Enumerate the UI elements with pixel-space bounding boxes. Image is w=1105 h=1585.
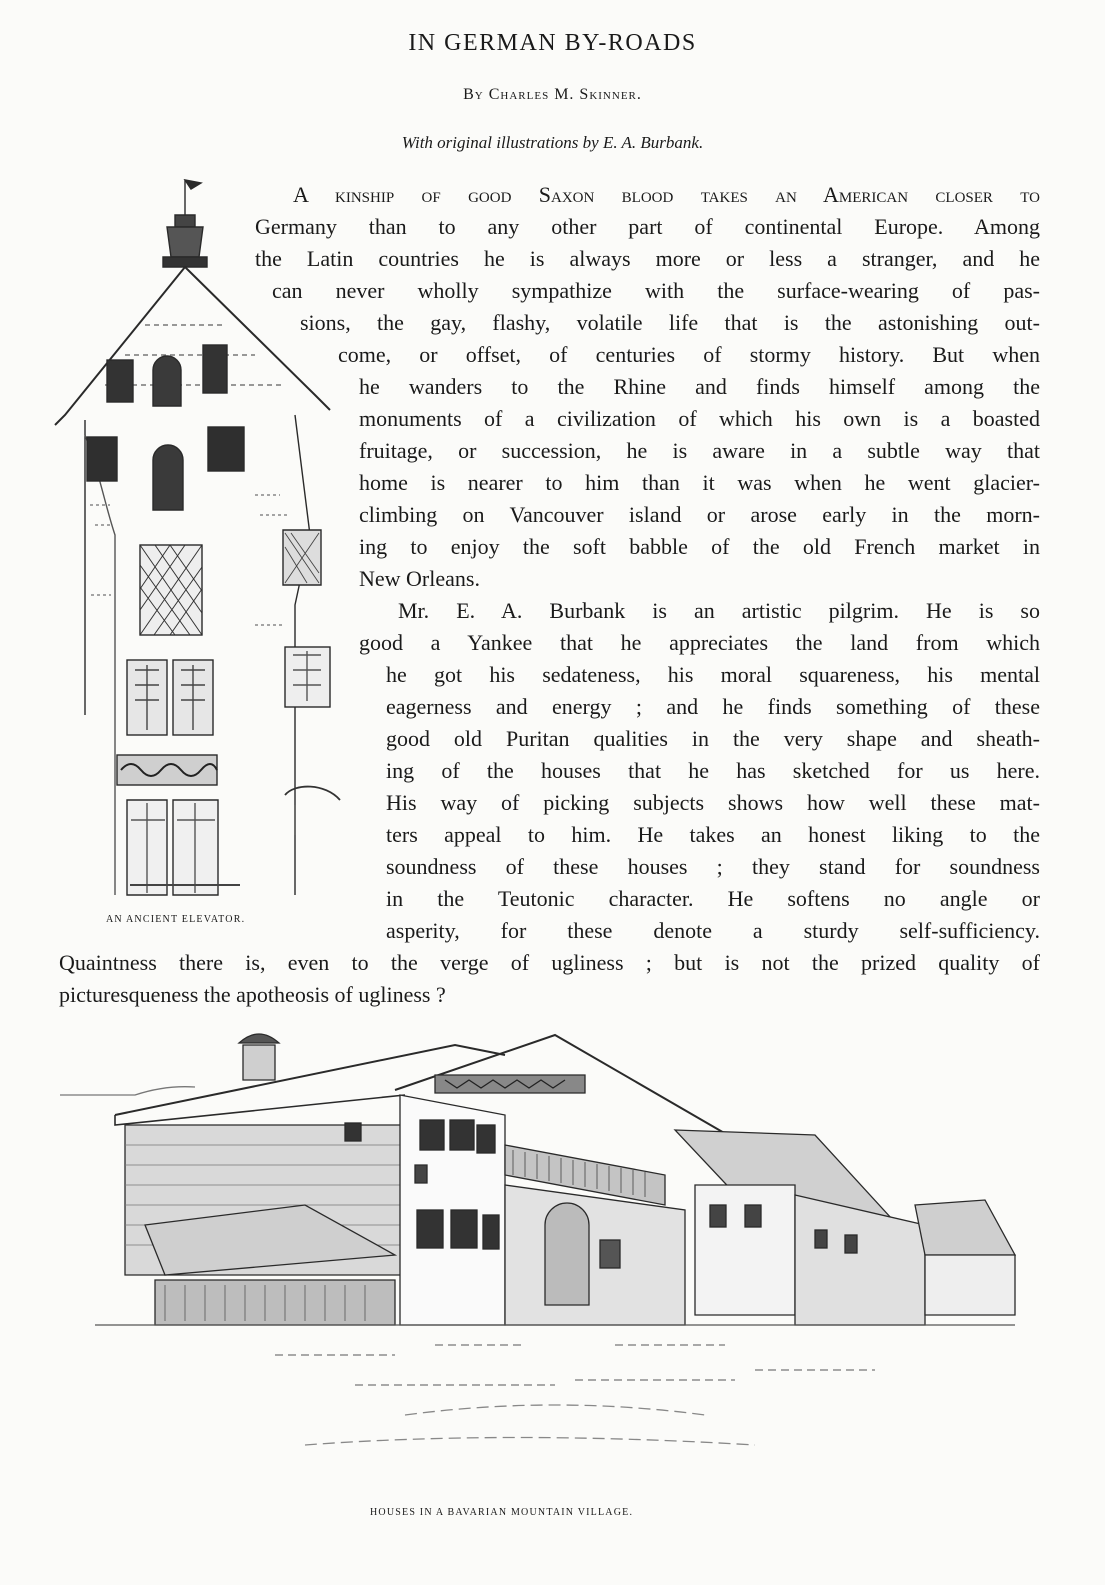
elevator-caption: AN ANCIENT ELEVATOR. [106,914,246,925]
body-line: he wanders to the Rhine and finds himself among the [359,374,1040,399]
body-line: home is nearer to him than it was when he went glacier- [359,470,1040,495]
article-title: IN GERMAN BY-ROADS [408,30,697,56]
body-line: soundness of these houses ; they stand for soundness [386,854,1040,879]
body-line: sions, the gay, flashy, volatile life that is the astonishing out- [300,310,1040,335]
body-line: in the Teutonic character. He softens no angle or [386,886,1040,911]
body-line: His way of picking subjects shows how well these mat- [386,790,1040,815]
body-line: asperity, for these denote a sturdy self-sufficiency. [386,918,1040,943]
body-line: ters appeal to him. He takes an honest liking to the [386,822,1040,847]
body-line: ing to enjoy the soft babble of the old French market in [359,534,1040,559]
body-line: good old Puritan qualities in the very shape and sheath- [386,726,1040,751]
elevator-illustration [45,175,365,905]
body-line: A kinship of good Saxon blood takes an American closer to [293,182,1040,207]
body-line: Germany than to any other part of continental Europe. Among [255,214,1040,239]
village-illustration [55,1025,1045,1485]
illustration-credit: With original illustrations by E. A. Burbank. [401,133,704,152]
village-caption: HOUSES IN A BAVARIAN MOUNTAIN VILLAGE. [370,1507,634,1518]
body-line: eagerness and energy ; and he finds something of these [386,694,1040,719]
body-line: come, or offset, of centuries of stormy history. But when [338,342,1040,367]
body-line: monuments of a civilization of which his own is a boasted [359,406,1040,431]
body-line: Quaintness there is, even to the verge of ugliness ; but is not the prized quality of [59,950,1040,975]
body-line: climbing on Vancouver island or arose early in the morn- [359,502,1040,527]
body-line: ing of the houses that he has sketched for us here. [386,758,1040,783]
article-byline: By Charles M. Skinner. [463,86,642,103]
body-line: New Orleans. [359,566,480,591]
body-line: fruitage, or succession, he is aware in a subtle way that [359,438,1040,463]
body-line: Mr. E. A. Burbank is an artistic pilgrim. He is so [398,598,1040,623]
body-line: he got his sedateness, his moral squareness, his mental [386,662,1040,687]
body-line: good a Yankee that he appreciates the land from which [359,630,1040,655]
body-line: the Latin countries he is always more or less a stranger, and he [255,246,1040,271]
body-line: picturesqueness the apotheosis of ugliness ? [59,982,446,1007]
body-line: can never wholly sympathize with the surface-wearing of pas- [272,278,1040,303]
